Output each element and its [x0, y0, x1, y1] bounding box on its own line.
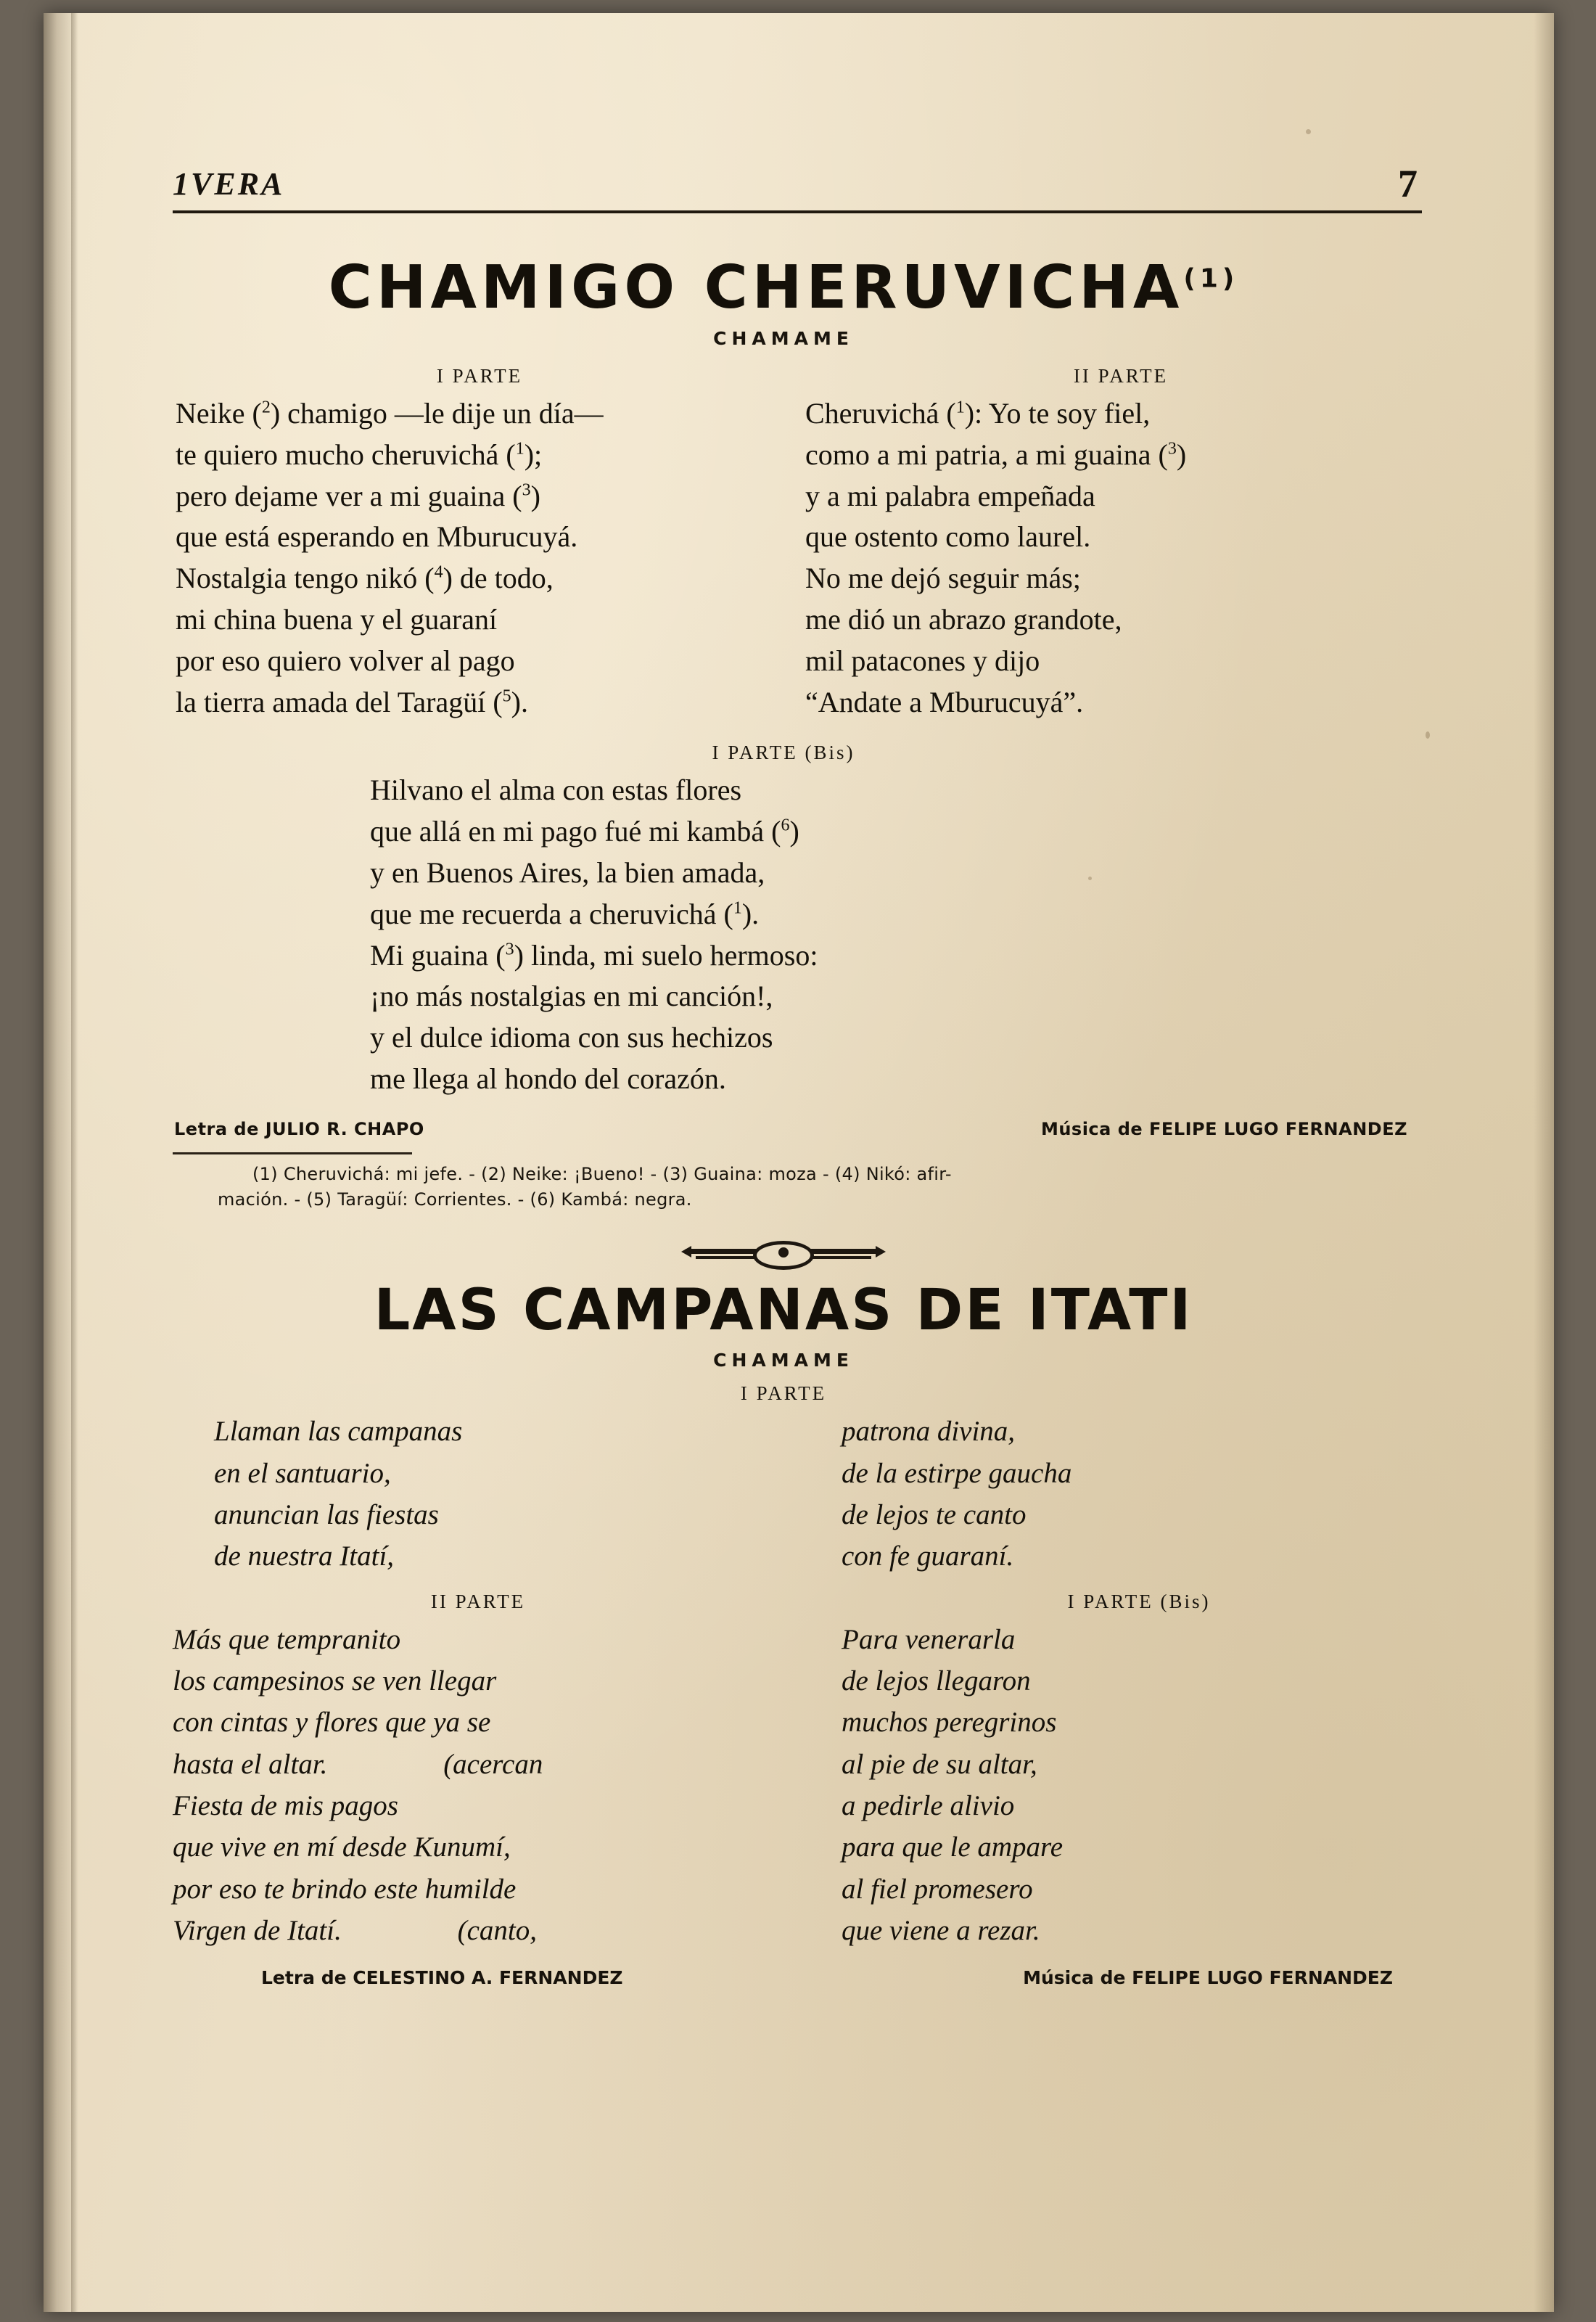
song1-part1-verse — [176, 393, 783, 723]
song1-part1-label: I PARTE — [436, 365, 523, 387]
verse-line: me llega al hondo del corazón. — [370, 1062, 726, 1096]
verse-line: al fiel promesero — [842, 1873, 1033, 1905]
margin-note: (canto, — [457, 1914, 537, 1946]
verse-line: muchos peregrinos — [842, 1707, 1057, 1739]
verse-line: con cintas y flores que ya se — [173, 1707, 491, 1739]
song1-part2-verse — [805, 393, 1436, 723]
running-head-title: 1VERA — [173, 166, 285, 202]
footnote-line-2: mación. - (5) Taragüí: Corrientes. - (6) Kambá: negra. — [218, 1189, 692, 1210]
header-rule — [173, 210, 1422, 213]
song1-footnotes — [131, 1162, 1436, 1213]
verse-line: la tierra amada del Taragüí ($^5$). — [176, 685, 528, 718]
verse-line: que me recuerda a cheruvichá ($^1$). — [370, 897, 760, 930]
song2-part1-bis-column — [783, 1579, 1436, 1952]
song2-part1-left-verse — [214, 1411, 783, 1577]
verse-line: Llaman las campanas — [214, 1416, 463, 1448]
song1-columns — [131, 352, 1436, 723]
running-head — [131, 162, 1436, 216]
binding-gutter-shadow-inner — [71, 13, 78, 2312]
verse-line: para que le ampare — [842, 1831, 1064, 1863]
verse-line: de lejos te canto — [842, 1498, 1027, 1530]
ornament-dot — [778, 1247, 789, 1258]
footnote-line-1: (1) Cheruvichá: mi jefe. - (2) Neike: ¡Bueno! - (3) Guaina: moza - (4) Nikó: afir- — [252, 1163, 952, 1184]
page-number: 7 — [1398, 162, 1418, 205]
verse-line: por eso te brindo este humilde — [173, 1873, 517, 1905]
song2-part1-bis-label: I PARTE (Bis) — [1067, 1590, 1211, 1612]
ornament-tip-left — [681, 1246, 691, 1258]
printers-ornament-icon — [686, 1236, 881, 1265]
song2-part1-left-column — [131, 1411, 783, 1577]
verse-line: Fiesta de mis pagos — [173, 1789, 398, 1821]
song1-title-text: CHAMIGO CHERUVICHA — [328, 253, 1184, 322]
song1-lyrics-credit: Letra de JULIO R. CHAPO — [174, 1118, 424, 1139]
verse-line: como a mi patria, a mi guaina ($^3$) — [805, 438, 1187, 471]
verse-line-with-margin-note — [173, 1744, 783, 1785]
verse-line: con fe guaraní. — [842, 1541, 1014, 1572]
verse-line: me dió un abrazo grandote, — [805, 603, 1122, 636]
song2-genre: CHAMAME — [713, 1350, 854, 1371]
song2-title: LAS CAMPANAS DE ITATI — [374, 1278, 1193, 1344]
verse-line: y el dulce idioma con sus hechizos — [370, 1021, 773, 1054]
verse-line: Nostalgia tengo nikó ($^4$) de todo, — [176, 562, 554, 595]
margin-note: (acercan — [443, 1748, 543, 1780]
verse-line: que está esperando en Mburucuyá. — [176, 520, 578, 554]
verse-line: que vive en mí desde Kunumí, — [173, 1831, 511, 1863]
verse-line: patrona divina, — [842, 1416, 1016, 1448]
verse-line: en el santuario, — [214, 1457, 391, 1489]
song2-part2-columns — [131, 1579, 1436, 1952]
song2-part1-right-verse — [842, 1411, 1436, 1577]
song1-credits — [131, 1119, 1436, 1139]
song2-credits — [131, 1967, 1436, 1988]
verse-line: Más que tempranito — [173, 1623, 401, 1655]
footnote-rule — [173, 1152, 412, 1154]
verse-line: “Andate a Mburucuyá”. — [805, 685, 1084, 718]
song2-part2-verse — [173, 1619, 783, 1952]
verse-line: los campesinos se ven llegar — [173, 1665, 497, 1697]
verse-line: Mi guaina ($^3$) linda, mi suelo hermoso: — [370, 938, 818, 972]
song2-part2-label: II PARTE — [430, 1590, 526, 1612]
song2-music-credit: Música de FELIPE LUGO FERNANDEZ — [1023, 1967, 1393, 1989]
song-las-campanas-de-itati — [131, 1278, 1436, 1989]
verse-line: pero dejame ver a mi guaina ($^3$) — [176, 479, 540, 512]
paper-speck — [1306, 129, 1311, 134]
song2-lyrics-credit: Letra de CELESTINO A. FERNANDEZ — [261, 1967, 623, 1989]
verse-line: y en Buenos Aires, la bien amada, — [370, 856, 765, 890]
verse-line: No me dejó seguir más; — [805, 562, 1081, 595]
song1-title — [131, 253, 1436, 322]
verse-line: que viene a rezar. — [842, 1914, 1040, 1946]
verse-line: anuncian las fiestas — [214, 1498, 439, 1530]
song-chamigo-cheruvicha — [131, 253, 1436, 1212]
verse-line: por eso quiero volver al pago — [176, 644, 515, 677]
song1-part1-column — [131, 352, 783, 723]
song2-part1-bis-verse — [842, 1619, 1436, 1952]
verse-line: al pie de su altar, — [842, 1748, 1037, 1780]
verse-line: mil patacones y dijo — [805, 644, 1040, 677]
song1-music-credit: Música de FELIPE LUGO FERNANDEZ — [1040, 1118, 1407, 1139]
verse-line: a pedirle alivio — [842, 1789, 1015, 1821]
song1-part2-column — [783, 352, 1436, 723]
verse-line: Cheruvichá ($^1$): Yo te soy fiel, — [805, 397, 1151, 430]
verse-line: ¡no más nostalgias en mi canción!, — [370, 980, 773, 1013]
verse-line: Neike ($^2$) chamigo —le dije un día— — [176, 397, 604, 430]
verse-line: Para venerarla — [842, 1623, 1016, 1655]
ornament-tip-right — [876, 1246, 886, 1258]
verse-line: de nuestra Itatí, — [214, 1541, 395, 1572]
song2-part1-right-column — [783, 1411, 1436, 1577]
song1-title-footnote-marker: (1) — [1183, 263, 1239, 294]
verse-line: Hilvano el alma con estas flores — [370, 774, 742, 807]
verse-line: de lejos llegaron — [842, 1665, 1031, 1697]
song1-part2-label: II PARTE — [1073, 365, 1169, 387]
verse-line: hasta el altar. — [173, 1748, 328, 1780]
verse-line: que ostento como laurel. — [805, 520, 1091, 554]
song1-genre: CHAMAME — [713, 328, 854, 350]
song1-part1-bis-label: I PARTE (Bis) — [712, 742, 855, 764]
verse-line: Virgen de Itatí. — [173, 1914, 342, 1946]
verse-line: de la estirpe gaucha — [842, 1457, 1072, 1489]
paper-sheet — [44, 13, 1554, 2312]
verse-line-with-margin-note — [173, 1910, 783, 1951]
verse-line: mi china buena y el guaraní — [176, 603, 498, 636]
song2-part2-column — [131, 1579, 783, 1952]
verse-line: te quiero mucho cheruvichá ($^1$); — [176, 438, 543, 471]
song2-part1-label: I PARTE — [740, 1382, 827, 1405]
verse-line: y a mi palabra empeñada — [805, 479, 1095, 512]
song1-part1-bis-verse — [131, 770, 1436, 1099]
page-edge-shadow — [1534, 13, 1554, 2312]
page-content — [131, 162, 1436, 1989]
verse-line: que allá en mi pago fué mi kambá ($^6$) — [370, 815, 799, 848]
song2-part1-columns — [131, 1411, 1436, 1577]
